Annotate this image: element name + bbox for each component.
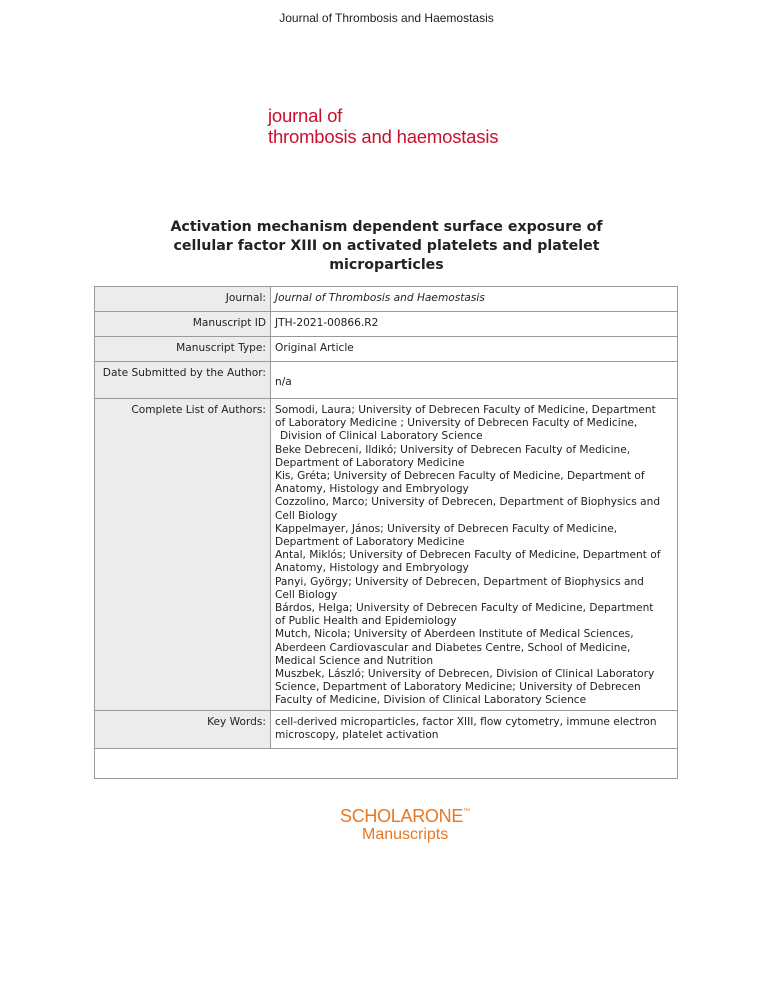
author-line: Cell Biology xyxy=(275,588,338,601)
keywords-value: cell-derived microparticles, factor XIII, flow cytometry, immune electron microscopy, platelet activation xyxy=(271,711,678,749)
article-title: Activation mechanism dependent surface exposure of cellular factor XIII on activated platelets and platelet microparticles xyxy=(170,219,603,273)
author-line: Muszbek, László; University of Debrecen, Division of Clinical Laboratory xyxy=(275,668,655,681)
journal-logo-line-2: thrombosis and haemostasis xyxy=(268,126,499,147)
author-line: Antal, Miklós; University of Debrecen Faculty of Medicine, Department of xyxy=(275,549,661,562)
manuscript-id-value: JTH-2021-00866.R2 xyxy=(271,312,678,337)
author-line: Kis, Gréta; University of Debrecen Faculty of Medicine, Department of xyxy=(275,470,645,483)
scholarone-manuscripts: Manuscripts xyxy=(362,826,449,843)
author-line: Medical Science and Nutrition xyxy=(275,654,434,667)
manuscript-type-label: Manuscript Type: xyxy=(95,337,271,362)
journal-label: Journal: xyxy=(95,287,271,312)
trademark-symbol: ™ xyxy=(463,808,470,815)
authors-label: Complete List of Authors: xyxy=(95,399,271,711)
author-line: Anatomy, Histology and Embryology xyxy=(275,483,469,496)
author-line: Cell Biology xyxy=(275,509,338,522)
author-line: of Public Health and Epidemiology xyxy=(275,615,457,628)
author-line: Division of Clinical Laboratory Science xyxy=(280,430,483,443)
author-line: Somodi, Laura; University of Debrecen Faculty of Medicine, Department xyxy=(275,404,656,416)
scholarone-brand xyxy=(340,802,470,826)
table-row-keywords xyxy=(95,711,678,749)
keywords-label: Key Words: xyxy=(95,711,271,749)
table-row-authors xyxy=(95,399,678,711)
table-row-manuscript-type xyxy=(95,337,678,362)
journal-value: Journal of Thrombosis and Haemostasis xyxy=(271,287,678,312)
author-line: Panyi, György; University of Debrecen, Department of Biophysics and xyxy=(275,575,644,588)
table-row-empty xyxy=(95,749,678,779)
author-line: Department of Laboratory Medicine xyxy=(275,456,465,469)
author-line: Science, Department of Laboratory Medicine; University of Debrecen xyxy=(275,681,641,694)
table-row-journal xyxy=(95,287,678,312)
scholarone-brand-text: SCHOLARONE xyxy=(340,806,464,826)
manuscript-type-value: Original Article xyxy=(271,337,678,362)
date-submitted-value: n/a xyxy=(271,362,678,399)
journal-logo-line-1: journal of xyxy=(268,105,343,126)
manuscript-metadata-table xyxy=(94,286,678,779)
table-row-date-submitted xyxy=(95,362,678,399)
author-line: Cozzolino, Marco; University of Debrecen, Department of Biophysics and xyxy=(275,496,661,509)
author-line: of Laboratory Medicine ; University of Debrecen Faculty of Medicine, xyxy=(275,417,638,430)
author-line: Kappelmayer, János; University of Debrecen Faculty of Medicine, xyxy=(275,522,618,535)
journal-logo xyxy=(268,105,498,147)
empty-cell xyxy=(95,749,678,779)
authors-list xyxy=(271,399,678,711)
scholarone-logo xyxy=(340,802,470,844)
author-line: Bárdos, Helga; University of Debrecen Faculty of Medicine, Department xyxy=(275,602,654,615)
table-row-manuscript-id xyxy=(95,312,678,337)
author-line: Faculty of Medicine, Division of Clinical Laboratory Science xyxy=(275,694,587,707)
author-line: Department of Laboratory Medicine xyxy=(275,536,465,549)
manuscript-id-label: Manuscript ID xyxy=(95,312,271,337)
date-submitted-label: Date Submitted by the Author: xyxy=(95,362,271,399)
running-header: Journal of Thrombosis and Haemostasis xyxy=(279,11,494,25)
author-line: Mutch, Nicola; University of Aberdeen Institute of Medical Sciences, xyxy=(275,628,634,641)
author-line: Beke Debreceni, Ildikó; University of Debrecen Faculty of Medicine, xyxy=(275,443,631,456)
author-line: Aberdeen Cardiovascular and Diabetes Centre, School of Medicine, xyxy=(275,641,631,654)
author-line: Anatomy, Histology and Embryology xyxy=(275,562,469,575)
